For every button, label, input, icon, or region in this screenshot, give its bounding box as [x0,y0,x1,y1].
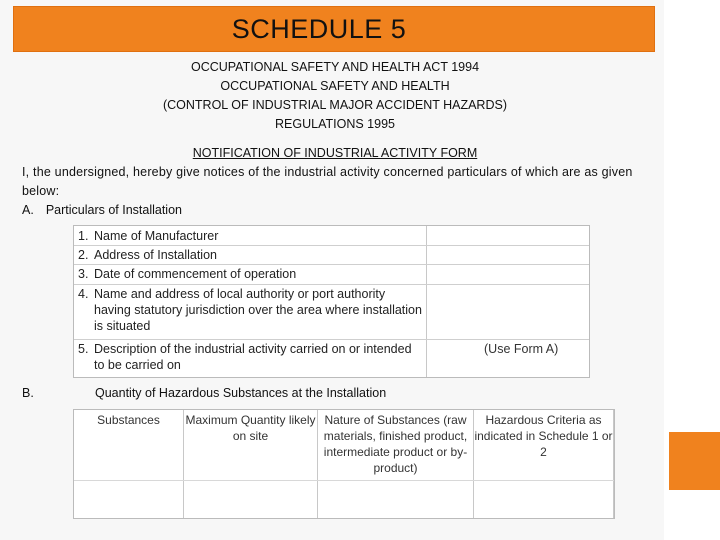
column-header: Nature of Substances (raw materials, finished product, intermediate product or by-product) [318,410,474,518]
section-a-letter: A. [22,203,34,217]
use-form-note: (Use Form A) [484,342,559,356]
row-number: 5. [78,342,89,356]
form-title: NOTIFICATION OF INDUSTRIAL ACTIVITY FORM [192,146,478,160]
section-a-heading [22,203,182,217]
row-label: Name and address of local authority or port authority having statutory jurisdiction over the area where installation is situated [94,287,422,333]
section-b-letter: B. [22,386,34,400]
row-label: Address of Installation [94,248,217,262]
row-number: 4. [78,287,89,301]
accent-block-top [669,6,720,56]
row-number: 3. [78,267,89,281]
intro-text: I, the undersigned, hereby give notices of the industrial activity concerned particulars of which are as given below: [22,165,633,198]
row-separator [74,339,589,340]
row-separator [74,264,589,265]
section-b-title: Quantity of Hazardous Substances at the Installation [95,386,387,400]
installation-table [73,225,590,378]
row-label: Name of Manufacturer [94,229,219,243]
row-separator [74,284,589,285]
row-separator [74,245,589,246]
page-title: SCHEDULE 5 [231,13,407,44]
section-a-title: Particulars of Installation [45,203,182,217]
hazardous-substances-table [73,409,615,519]
heading-line-1: OCCUPATIONAL SAFETY AND HEALTH ACT 1994 [190,60,480,74]
row-separator [74,480,614,481]
row-number: 2. [78,248,89,262]
column-header: Maximum Quantity likely on site [184,410,318,518]
row-label: Date of commencement of operation [94,267,297,281]
row-number: 1. [78,229,89,243]
heading-line-4: REGULATIONS 1995 [275,117,395,131]
title-bar [13,6,655,52]
row-label: Description of the industrial activity carried on or intended to be carried on [94,342,412,372]
accent-block-orange [669,432,720,490]
heading-line-2: OCCUPATIONAL SAFETY AND HEALTH [220,79,450,93]
column-header: Hazardous Criteria as indicated in Schedule 1 or 2 [474,410,614,518]
table-divider [426,226,427,377]
heading-line-3: (CONTROL OF INDUSTRIAL MAJOR ACCIDENT HAZARDS) [162,98,507,112]
column-header: Substances [74,410,184,518]
